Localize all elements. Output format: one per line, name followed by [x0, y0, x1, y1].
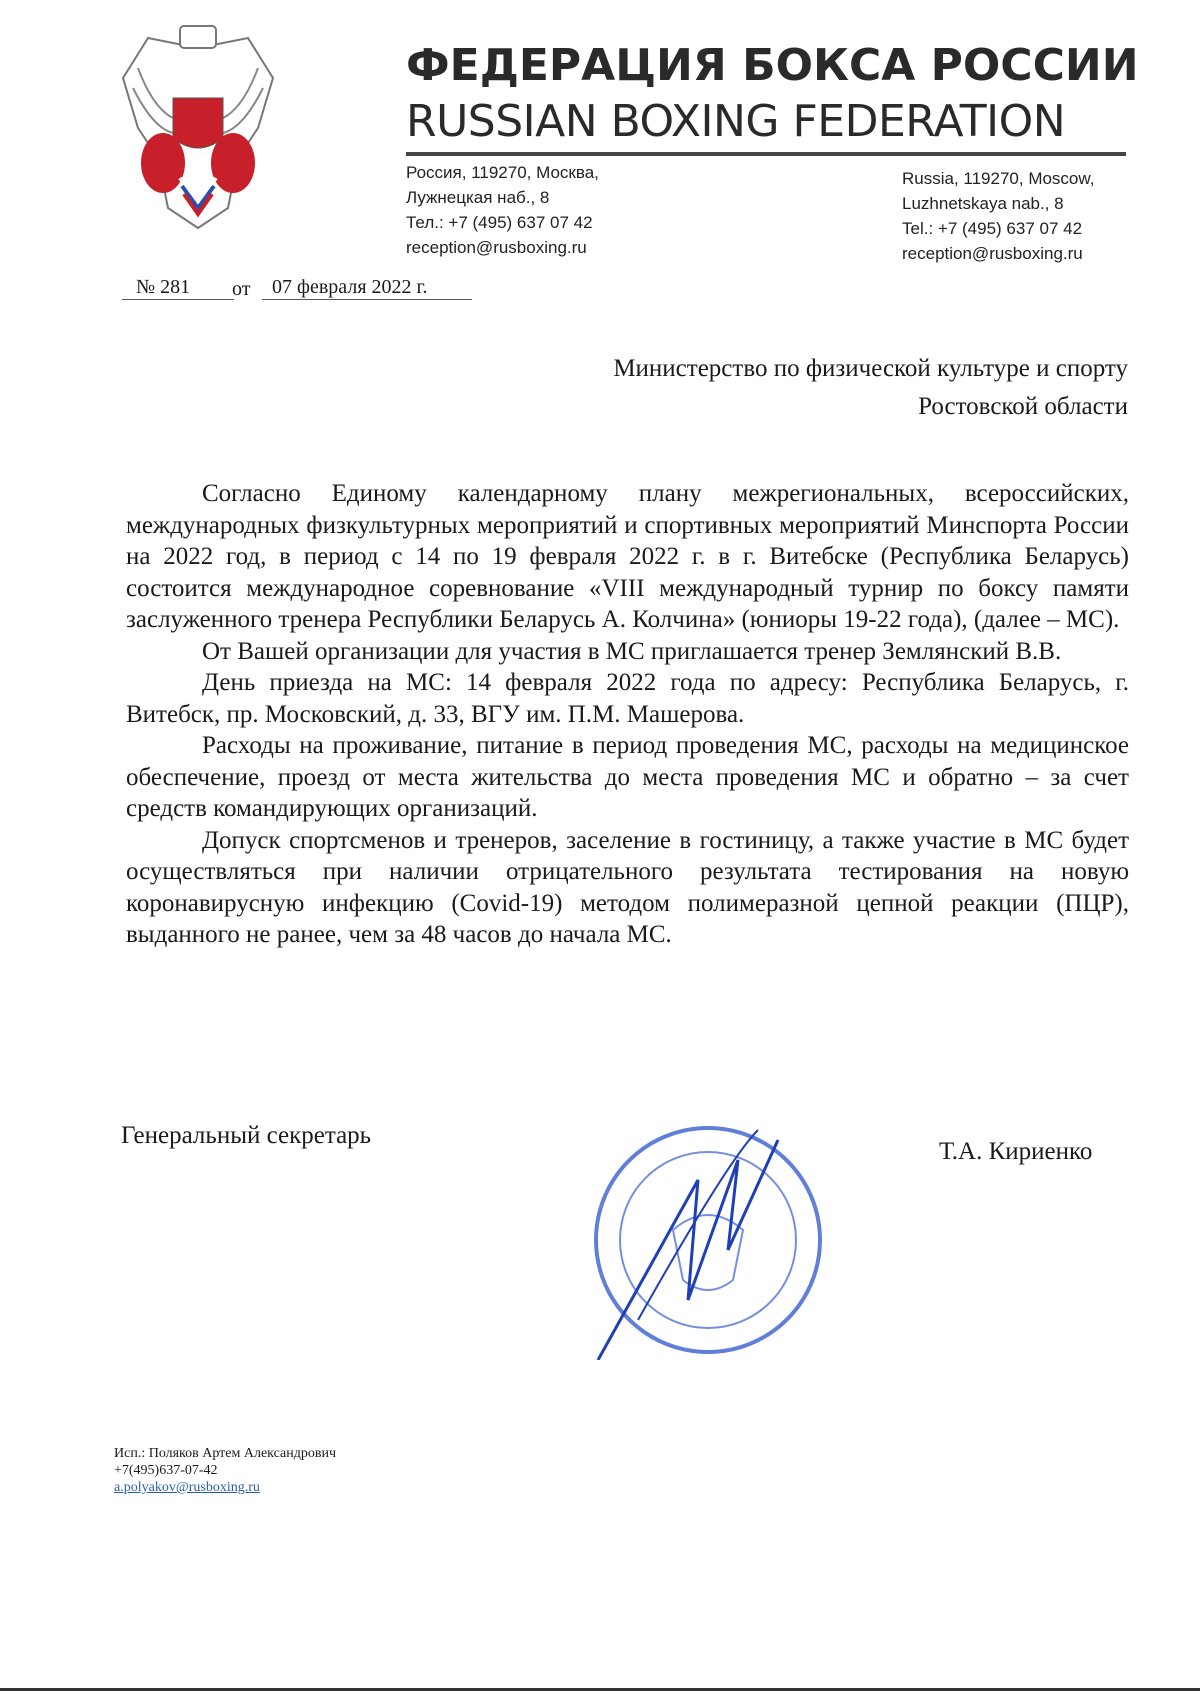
addressee [613, 350, 1128, 426]
executor-name: Исп.: Поляков Артем Александрович [114, 1446, 336, 1461]
letterhead-title-en: RUSSIAN BOXING FEDERATION [406, 96, 1066, 147]
official-stamp-icon [578, 1100, 838, 1360]
addressee-line: Министерство по физической культуре и спорту [613, 355, 1128, 382]
address-line: Россия, 119270, Москва, [406, 163, 599, 182]
phone-line: Тел.: +7 (495) 637 07 42 [406, 213, 593, 232]
executor-email-link[interactable]: a.polyakov@rusboxing.ru [114, 1480, 260, 1495]
russian-eagle-emblem-icon [118, 18, 278, 233]
email-line: reception@rusboxing.ru [406, 238, 587, 257]
address-line: Luzhnetskaya nab., 8 [902, 194, 1064, 213]
letterhead-divider [406, 152, 1126, 156]
reference-number: № 281 [122, 276, 234, 300]
paragraph: Согласно Единому календарному плану межрегиональных, всероссийских, международных физкультурных мероприятий и спортивных мероприятий Минспорта России на 2022 год, в период с 14 по 19 февраля 2022 г. в г. Витебске (Республика Беларусь) состоится международное соревнование «VIII международный турнир по боксу памяти заслуженного тренера Республики Беларусь А. Колчина» (юниоры 19-22 года), (далее – МС). [126, 480, 1129, 633]
address-en [902, 166, 1094, 266]
addressee-line: Ростовской области [918, 393, 1128, 420]
letter-body [126, 478, 1129, 951]
paragraph: День приезда на МС: 14 февраля 2022 года по адресу: Республика Беларусь, г. Витебск, пр. Московский, д. 33, ВГУ им. П.М. Машерова. [126, 669, 1129, 728]
signatory-position: Генеральный секретарь [121, 1122, 372, 1149]
executor-info [114, 1445, 336, 1496]
phone-line: Tel.: +7 (495) 637 07 42 [902, 219, 1083, 238]
scan-edge [0, 1688, 1200, 1691]
signatory-name: Т.А. Кириенко [939, 1138, 1093, 1165]
reference-date: 07 февраля 2022 г. [262, 276, 472, 300]
executor-phone: +7(495)637-07-42 [114, 1463, 218, 1478]
paragraph: Расходы на проживание, питание в период проведения МС, расходы на медицинское обеспечение, проезд от места жительства до места проведения МС и обратно – за счет средств командирующих организаций. [126, 732, 1129, 822]
address-line: Лужнецкая наб., 8 [406, 188, 550, 207]
paragraph: От Вашей организации для участия в МС приглашается тренер Землянский В.В. [202, 637, 1062, 665]
address-line: Russia, 119270, Moscow, [902, 169, 1095, 188]
letterhead-title-ru: ФЕДЕРАЦИЯ БОКСА РОССИИ [406, 40, 1139, 91]
address-ru [406, 160, 599, 260]
paragraph: Допуск спортсменов и тренеров, заселение в гостиницу, а также участие в МС будет осуществляться при наличии отрицательного результата тестирования на новую коронавирусную инфекцию (Covid-19) методом полимеразной цепной реакции (ПЦР), выданного не ранее, чем за 48 часов до начала МС. [126, 826, 1129, 948]
email-line: reception@rusboxing.ru [902, 244, 1083, 263]
reference-from-label: от [232, 278, 251, 300]
